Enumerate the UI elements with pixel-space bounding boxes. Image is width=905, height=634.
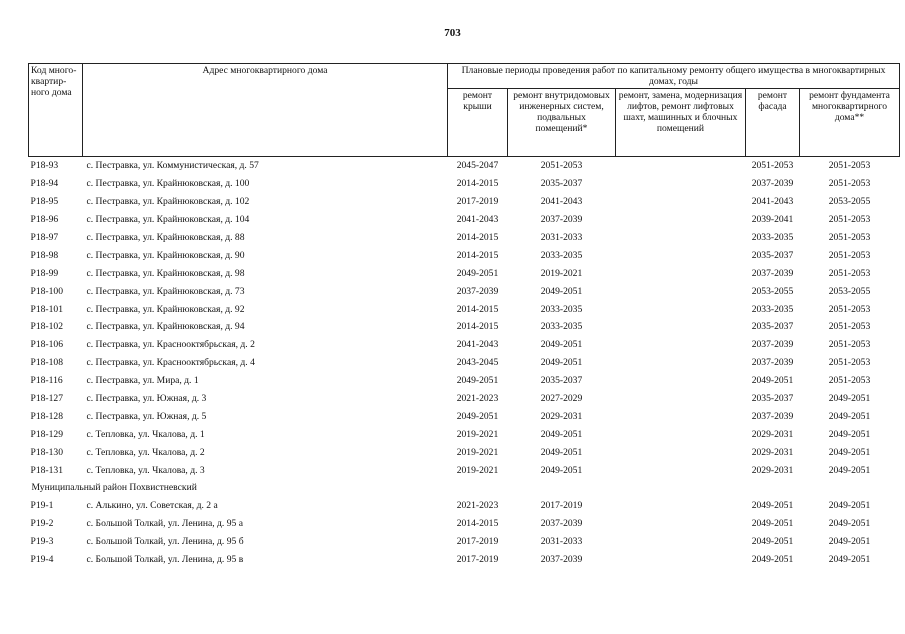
row-elevators xyxy=(616,497,746,515)
row-facade: 2049-2051 xyxy=(751,500,794,512)
row-address: с. Пестравка, ул. Крайнюковская, д. 100 xyxy=(86,178,250,190)
row-code: Р18-96 xyxy=(30,214,59,226)
row-facade: 2037-2039 xyxy=(751,267,794,279)
row-elevators xyxy=(616,336,746,354)
row-foundation: 2049-2051 xyxy=(828,500,871,512)
row-internal: 2049-2051 xyxy=(540,357,583,369)
row-address: с. Пестравка, ул. Крайнюковская, д. 88 xyxy=(86,232,245,243)
row-code: Р18-106 xyxy=(30,339,64,351)
table-row xyxy=(29,300,900,318)
row-elevators xyxy=(616,193,746,211)
table-row xyxy=(29,336,900,354)
row-code: Р18-108 xyxy=(30,357,64,369)
row-facade: 2035-2037 xyxy=(751,321,794,333)
row-code: Р18-95 xyxy=(30,196,59,208)
row-roof: 2014-2015 xyxy=(456,518,499,530)
row-foundation: 2051-2053 xyxy=(828,303,871,315)
table-body-main xyxy=(29,157,900,480)
table-row xyxy=(29,229,900,247)
table-row xyxy=(29,425,900,443)
row-roof: 2019-2021 xyxy=(456,428,499,440)
row-facade: 2037-2039 xyxy=(751,357,794,369)
table-row xyxy=(29,282,900,300)
row-roof: 2041-2043 xyxy=(456,214,499,226)
row-address: с. Пестравка, ул. Южная, д. 5 xyxy=(86,410,207,422)
row-facade: 2039-2041 xyxy=(751,214,794,226)
row-address: с. Тепловка, ул. Чкалова, д. 2 xyxy=(86,446,205,458)
row-code: Р19-3 xyxy=(30,536,54,548)
row-internal: 2035-2037 xyxy=(540,178,583,190)
row-address: с. Пестравка, ул. Крайнюковская, д. 98 xyxy=(86,267,245,279)
row-code: Р18-127 xyxy=(30,393,64,405)
row-code: Р18-131 xyxy=(30,464,64,476)
row-code: Р18-97 xyxy=(30,232,59,243)
row-internal: 2049-2051 xyxy=(540,285,583,297)
page-number: 703 xyxy=(444,27,461,39)
row-internal: 2049-2051 xyxy=(540,339,583,351)
row-elevators xyxy=(616,515,746,533)
table-row xyxy=(29,264,900,282)
row-roof: 2017-2019 xyxy=(456,554,499,566)
row-elevators xyxy=(616,533,746,551)
row-elevators xyxy=(616,318,746,336)
row-facade: 2029-2031 xyxy=(751,464,794,476)
row-foundation: 2049-2051 xyxy=(828,464,871,476)
table-row xyxy=(29,372,900,390)
table-section xyxy=(29,479,900,497)
row-internal: 2051-2053 xyxy=(540,160,583,172)
row-internal: 2035-2037 xyxy=(540,375,583,387)
row-internal: 2033-2035 xyxy=(540,321,583,333)
row-address: с. Большой Толкай, ул. Ленина, д. 95 в xyxy=(86,554,244,566)
row-elevators xyxy=(616,443,746,461)
table-row xyxy=(29,551,900,569)
table-row xyxy=(29,390,900,408)
row-code: Р18-130 xyxy=(30,446,64,458)
row-code: Р18-99 xyxy=(30,267,59,279)
section-title: Муниципальный район Похвистневский xyxy=(31,482,197,494)
row-elevators xyxy=(616,229,746,247)
row-facade: 2033-2035 xyxy=(751,303,794,315)
row-roof: 2014-2015 xyxy=(456,249,499,261)
row-roof: 2041-2043 xyxy=(456,339,499,351)
row-facade: 2037-2039 xyxy=(751,410,794,422)
row-address: с. Большой Толкай, ул. Ленина, д. 95 б xyxy=(86,536,244,548)
row-facade: 2049-2051 xyxy=(751,518,794,530)
row-roof: 2017-2019 xyxy=(456,196,499,208)
row-address: с. Пестравка, ул. Краснооктябрьская, д. 2 xyxy=(86,339,255,351)
row-internal: 2041-2043 xyxy=(540,196,583,208)
table-row xyxy=(29,193,900,211)
row-elevators xyxy=(616,372,746,390)
row-code: Р18-93 xyxy=(30,160,59,172)
table-row xyxy=(29,515,900,533)
row-roof: 2049-2051 xyxy=(456,375,499,387)
row-address: с. Пестравка, ул. Южная, д. 3 xyxy=(86,393,207,405)
row-elevators xyxy=(616,175,746,193)
row-foundation: 2051-2053 xyxy=(828,232,871,243)
row-elevators xyxy=(616,354,746,372)
row-roof: 2019-2021 xyxy=(456,446,499,458)
row-foundation: 2051-2053 xyxy=(828,214,871,226)
row-roof: 2021-2023 xyxy=(456,500,499,512)
row-facade: 2035-2037 xyxy=(751,249,794,261)
row-facade: 2029-2031 xyxy=(751,446,794,458)
table-row xyxy=(29,443,900,461)
row-roof: 2037-2039 xyxy=(456,285,499,297)
row-address: с. Пестравка, ул. Крайнюковская, д. 102 xyxy=(86,196,250,208)
row-foundation: 2049-2051 xyxy=(828,446,871,458)
row-code: Р18-100 xyxy=(30,285,64,297)
table-row xyxy=(29,497,900,515)
row-roof: 2014-2015 xyxy=(456,232,499,243)
row-address: с. Пестравка, ул. Мира, д. 1 xyxy=(86,375,199,387)
row-address: с. Тепловка, ул. Чкалова, д. 1 xyxy=(86,428,205,440)
row-internal: 2033-2035 xyxy=(540,303,583,315)
repair-schedule-table xyxy=(28,63,900,568)
row-foundation: 2051-2053 xyxy=(828,160,871,172)
row-facade: 2029-2031 xyxy=(751,428,794,440)
row-internal: 2049-2051 xyxy=(540,428,583,440)
row-code: Р18-94 xyxy=(30,178,59,190)
header-foundation: ремонт фундамента многоквартирного дома** xyxy=(800,89,900,157)
row-elevators xyxy=(616,551,746,569)
row-facade: 2037-2039 xyxy=(751,178,794,190)
row-internal: 2037-2039 xyxy=(540,214,583,226)
row-roof: 2014-2015 xyxy=(456,303,499,315)
row-internal: 2049-2051 xyxy=(540,446,583,458)
row-facade: 2041-2043 xyxy=(751,196,794,208)
row-address: с. Пестравка, ул. Коммунистическая, д. 57 xyxy=(86,160,259,172)
table-row xyxy=(29,211,900,229)
row-code: Р18-116 xyxy=(30,375,63,387)
row-roof: 2045-2047 xyxy=(456,160,499,172)
row-facade: 2049-2051 xyxy=(751,375,794,387)
table-row xyxy=(29,354,900,372)
row-foundation: 2053-2055 xyxy=(828,285,871,297)
header-address: Адрес многоквартирного дома xyxy=(83,64,448,157)
row-roof: 2017-2019 xyxy=(456,536,499,548)
row-elevators xyxy=(616,407,746,425)
row-elevators xyxy=(616,157,746,175)
row-address: с. Пестравка, ул. Крайнюковская, д. 90 xyxy=(86,249,245,261)
row-elevators xyxy=(616,390,746,408)
row-foundation: 2051-2053 xyxy=(828,178,871,190)
row-facade: 2037-2039 xyxy=(751,339,794,351)
row-elevators xyxy=(616,461,746,479)
row-facade: 2033-2035 xyxy=(751,232,794,243)
row-roof: 2014-2015 xyxy=(456,178,499,190)
table-row xyxy=(29,318,900,336)
row-internal: 2031-2033 xyxy=(540,536,583,548)
header-facade: ремонт фасада xyxy=(746,89,800,157)
row-foundation: 2051-2053 xyxy=(828,357,871,369)
row-code: Р18-98 xyxy=(30,249,59,261)
row-internal: 2017-2019 xyxy=(540,500,583,512)
row-foundation: 2049-2051 xyxy=(828,393,871,405)
row-code: Р18-128 xyxy=(30,410,64,422)
row-code: Р18-129 xyxy=(30,428,64,440)
row-internal: 2033-2035 xyxy=(540,249,583,261)
row-roof: 2049-2051 xyxy=(456,267,499,279)
row-address: с. Пестравка, ул. Крайнюковская, д. 94 xyxy=(86,321,245,333)
row-address: с. Пестравка, ул. Крайнюковская, д. 73 xyxy=(86,285,245,297)
header-internal-systems: ремонт внутридомовых инженерных систем, подвальных помещений* xyxy=(508,89,616,157)
row-roof: 2049-2051 xyxy=(456,410,499,422)
row-facade: 2049-2051 xyxy=(751,554,794,566)
row-foundation: 2051-2053 xyxy=(828,339,871,351)
row-foundation: 2051-2053 xyxy=(828,249,871,261)
row-elevators xyxy=(616,246,746,264)
header-elevators: ремонт, замена, модернизация лифтов, ремонт лифтовых шахт, машинных и блочных помещений xyxy=(616,89,746,157)
table-row xyxy=(29,157,900,175)
row-foundation: 2049-2051 xyxy=(828,428,871,440)
table-row xyxy=(29,407,900,425)
row-elevators xyxy=(616,425,746,443)
table-body-section xyxy=(29,497,900,569)
row-internal: 2019-2021 xyxy=(540,267,583,279)
table-row xyxy=(29,461,900,479)
header-code: Код много- квартир- ного дома xyxy=(29,64,83,157)
row-internal: 2037-2039 xyxy=(540,554,583,566)
row-internal: 2037-2039 xyxy=(540,518,583,530)
row-address: с. Большой Толкай, ул. Ленина, д. 95 а xyxy=(86,518,243,530)
row-foundation: 2051-2053 xyxy=(828,375,871,387)
row-elevators xyxy=(616,282,746,300)
row-facade: 2035-2037 xyxy=(751,393,794,405)
table-row xyxy=(29,533,900,551)
row-internal: 2049-2051 xyxy=(540,464,583,476)
row-code: Р19-4 xyxy=(30,554,54,566)
row-roof: 2021-2023 xyxy=(456,393,499,405)
row-foundation: 2049-2051 xyxy=(828,554,871,566)
row-foundation: 2053-2055 xyxy=(828,196,871,208)
table-row xyxy=(29,175,900,193)
row-foundation: 2049-2051 xyxy=(828,410,871,422)
row-address: с. Пестравка, ул. Краснооктябрьская, д. 4 xyxy=(86,357,255,369)
row-facade: 2049-2051 xyxy=(751,536,794,548)
row-facade: 2053-2055 xyxy=(751,285,794,297)
row-code: Р19-2 xyxy=(30,518,54,530)
row-foundation: 2051-2053 xyxy=(828,267,871,279)
row-code: Р19-1 xyxy=(30,500,54,512)
row-address: с. Пестравка, ул. Крайнюковская, д. 92 xyxy=(86,303,245,315)
row-internal: 2027-2029 xyxy=(540,393,583,405)
row-code: Р18-102 xyxy=(30,321,64,333)
row-internal: 2029-2031 xyxy=(540,410,583,422)
row-elevators xyxy=(616,211,746,229)
row-foundation: 2049-2051 xyxy=(828,518,871,530)
row-address: с. Алькино, ул. Советская, д. 2 а xyxy=(86,500,218,512)
row-roof: 2019-2021 xyxy=(456,464,499,476)
row-facade: 2051-2053 xyxy=(751,160,794,172)
row-internal: 2031-2033 xyxy=(540,232,583,243)
row-address: с. Тепловка, ул. Чкалова, д. 3 xyxy=(86,464,205,476)
header-roof: ремонт крыши xyxy=(448,89,508,157)
row-elevators xyxy=(616,264,746,282)
row-roof: 2043-2045 xyxy=(456,357,499,369)
table-row xyxy=(29,246,900,264)
row-code: Р18-101 xyxy=(30,303,64,315)
row-address: с. Пестравка, ул. Крайнюковская, д. 104 xyxy=(86,214,250,226)
section-row xyxy=(29,479,900,497)
row-elevators xyxy=(616,300,746,318)
row-roof: 2014-2015 xyxy=(456,321,499,333)
row-foundation: 2051-2053 xyxy=(828,321,871,333)
header-periods: Плановые периоды проведения работ по капитальному ремонту общего имущества в многоквартирных домах, годы xyxy=(448,64,900,89)
row-foundation: 2049-2051 xyxy=(828,536,871,548)
